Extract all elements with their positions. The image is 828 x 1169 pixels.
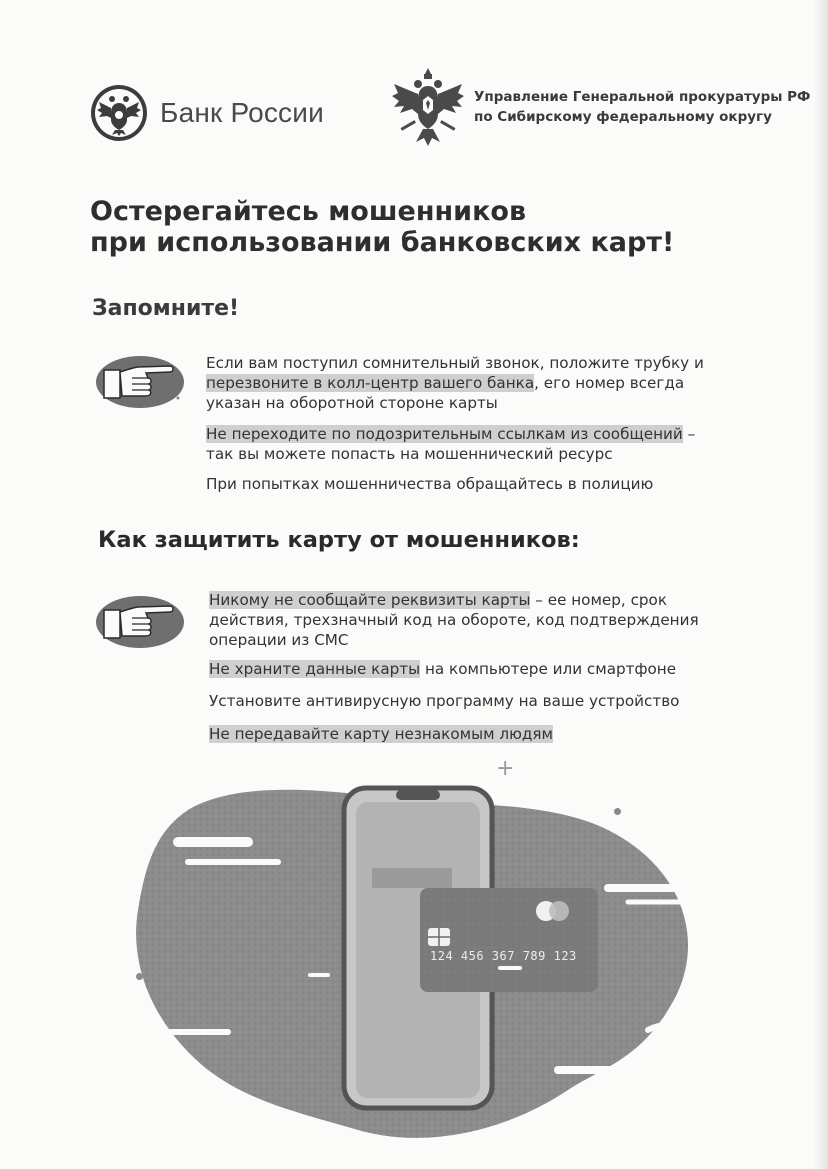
- pointing-hand-icon: [90, 590, 186, 652]
- title-line-2: при использовании банковских карт!: [90, 227, 675, 258]
- protect-item-4: Не передавайте карту незнакомым людям: [209, 725, 553, 743]
- coat-of-arms-icon: [390, 66, 466, 148]
- remember-item-2: Не переходите по подозрительным ссылкам из сообщений – так вы можете попасть на мошеннический ресурс: [206, 425, 696, 463]
- prosecutor-office-logo: [390, 66, 810, 148]
- title-line-1: Остерегайтесь мошенников: [90, 196, 527, 227]
- page-title: [90, 196, 674, 258]
- card-number: 124 456 367 789 123: [430, 949, 577, 963]
- prosecutor-office-name: [474, 87, 810, 127]
- protect-item-1: Никому не сообщайте реквизиты карты – ее номер, срок действия, трехзначный код на обороте, код подтверждения операции из СМС: [209, 591, 699, 649]
- bank-of-russia-logo: [90, 84, 324, 142]
- protect-heading: Как защитить карту от мошенников:: [98, 527, 580, 553]
- protect-item-2: Не храните данные карты на компьютере или смартфоне: [209, 660, 677, 678]
- pointing-hand-icon: [90, 350, 186, 412]
- double-headed-eagle-icon: [90, 84, 148, 142]
- remember-item-1: Если вам поступил сомнительный звонок, положите трубку и перезвоните в колл-центр вашего банка, его номер всегда указан на оборотной стороне карты: [206, 354, 704, 412]
- bank-name: Банк России: [160, 97, 324, 128]
- decorative-plus-icon: +: [496, 756, 515, 781]
- prosecutor-line-1: Управление Генеральной прокуратуры РФ: [474, 89, 811, 105]
- prosecutor-line-2: по Сибирскому федеральному округу: [474, 109, 772, 125]
- phone-and-card-illustration: [128, 770, 728, 1160]
- page-edge-shadow: [814, 0, 828, 1169]
- remember-item-3: При попытках мошенничества обращайтесь в полицию: [206, 475, 654, 493]
- remember-heading: Запомните!: [92, 296, 240, 321]
- protect-item-3: Установите антивирусную программу на ваше устройство: [209, 692, 680, 710]
